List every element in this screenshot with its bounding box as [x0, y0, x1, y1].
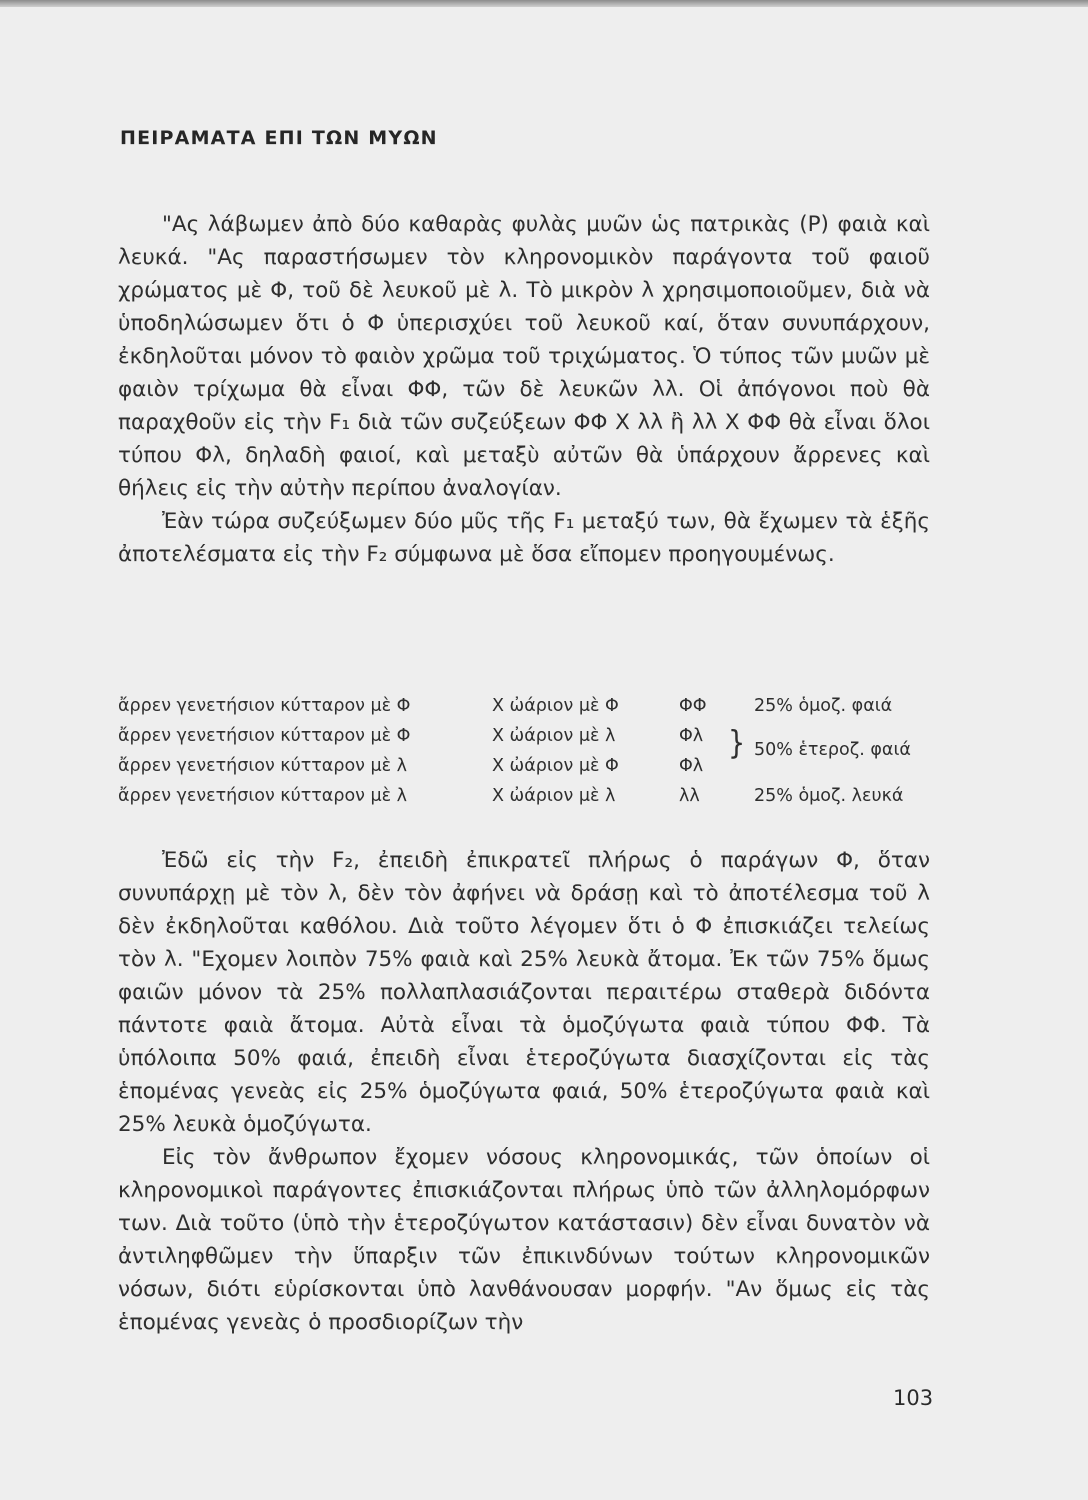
- genotype: λλ: [679, 786, 700, 806]
- genotype: Φλ: [679, 726, 704, 746]
- chapter-heading: ΠΕΙΡΑΜΑΤΑ ΕΠΙ ΤΩΝ ΜΥΩΝ: [120, 127, 438, 149]
- paragraph-pure-strains: "Ας λάβωμεν ἀπὸ δύο καθαρὰς φυλὰς μυῶν ὡς πατρικὰς (P) φαιὰ καὶ λευκά. "Ας παραστήσωμεν τὸν κληρονομικὸν παράγοντα τοῦ φαιοῦ χρώματος μὲ Φ, τοῦ δὲ λευκοῦ μὲ λ. Τὸ μικρὸν λ χρησιμοποιοῦμεν, διὰ νὰ ὑποδηλώσωμεν ὅτι ὁ Φ ὑπερισχύει τοῦ λευκοῦ καί, ὅταν συνυπάρχουν, ἐκδηλοῦται μόνον τὸ φαιὸν χρῶμα τοῦ τριχώματος. Ὁ τύπος τῶν μυῶν μὲ φαιὸν τρίχωμα θὰ εἶναι ΦΦ, τῶν δὲ λευκῶν λλ. Οἱ ἀπόγονοι ποὺ θὰ παραχθοῦν εἰς τὴν F₁ διὰ τῶν συζεύξεων ΦΦ Χ λλ ἢ λλ Χ ΦΦ θὰ εἶναι ὅλοι τύπου Φλ, δηλαδὴ φαιοί, καὶ μεταξὺ αὐτῶν θὰ ὑπάρχουν ἄρρενες καὶ θήλεις εἰς τὴν αὐτὴν περίπου ἀναλογίαν.: [118, 212, 930, 501]
- ovum: Χ ὠάριον μὲ λ: [492, 786, 616, 806]
- result: 25% ὁμοζ. φαιά: [754, 696, 893, 716]
- paragraph-dominance: Ἐδῶ εἰς τὴν F₂, ἐπειδὴ ἐπικρατεῖ πλήρως ὁ παράγων Φ, ὅταν συνυπάρχῃ μὲ τὸν λ, δὲν τὸν ἀφήνει νὰ δράσῃ καὶ τὸ ἀποτέλεσμα τοῦ λ δὲν ἐκδηλοῦται καθόλου. Διὰ τοῦτο λέγομεν ὅτι ὁ Φ ἐπισκιάζει τελείως τὸν λ. "Εχομεν λοιπὸν 75% φαιὰ καὶ 25% λευκὰ ἄτομα. Ἐκ τῶν 75% ὅμως φαιῶν μόνον τὰ 25% πολλαπλασιάζονται περαιτέρω σταθερὰ διδόντα πάντοτε φαιὰ ἄτομα. Αὐτὰ εἶναι τὰ ὁμοζύγωτα φαιὰ τύπου ΦΦ. Τὰ ὑπόλοιπα 50% φαιά, ἐπειδὴ εἶναι ἑτεροζύγωτα διασχίζονται εἰς τὰς ἑπομένας γενεὰς εἰς 25% ὁμοζύγωτα φαιά, 50% ἑτεροζύγωτα φαιὰ καὶ 25% λευκὰ ὁμοζύγωτα.: [118, 848, 930, 1137]
- cross-row: [118, 756, 933, 786]
- genotype: ΦΦ: [679, 696, 707, 716]
- heterozygous-brace: }: [728, 724, 746, 763]
- male-gamete: ἄρρεν γενετήσιον κύτταρον μὲ λ: [118, 786, 407, 806]
- cross-row: [118, 786, 933, 816]
- cross-row: [118, 696, 933, 726]
- ovum: Χ ὠάριον μὲ Φ: [492, 756, 619, 776]
- cross-row: [118, 726, 933, 760]
- page-number: 103: [893, 1386, 934, 1410]
- ovum: Χ ὠάριον μὲ Φ: [492, 696, 619, 716]
- paragraph-f1-cross: Ἐὰν τώρα συζεύξωμεν δύο μῦς τῆς F₁ μεταξύ των, θὰ ἔχωμεν τὰ ἑξῆς ἀποτελέσματα εἰς τὴν F₂ σύμφωνα μὲ ὅσα εἴπομεν προηγουμένως.: [118, 509, 930, 567]
- f2-cross-table: [118, 696, 933, 816]
- result: 50% ἑτεροζ. φαιά: [754, 740, 911, 760]
- male-gamete: ἄρρεν γενετήσιον κύτταρον μὲ Φ: [118, 726, 411, 746]
- male-gamete: ἄρρεν γενετήσιον κύτταρον μὲ Φ: [118, 696, 411, 716]
- intro-section: [118, 208, 930, 571]
- male-gamete: ἄρρεν γενετήσιον κύτταρον μὲ λ: [118, 756, 407, 776]
- result: 25% ὁμοζ. λευκά: [754, 786, 904, 806]
- paragraph-hereditary-diseases: Εἰς τὸν ἄνθρωπον ἔχομεν νόσους κληρονομικάς, τῶν ὁποίων οἱ κληρονομικοὶ παράγοντες ἐπισκιάζονται πλήρως ὑπὸ τῶν ἀλληλομόρφων των. Διὰ τοῦτο (ὑπὸ τὴν ἑτεροζύγωτον κατάστασιν) δὲν εἶναι δυνατὸν νὰ ἀντιληφθῶμεν τὴν ὕπαρξιν τῶν ἐπικινδύνων τούτων κληρονομικῶν νόσων, διότι εὑρίσκονται ὑπὸ λανθάνουσαν μορφήν. "Αν ὅμως εἰς τὰς ἑπομένας γενεὰς ὁ προσδιορίζων τὴν: [118, 1145, 930, 1335]
- explanation-section: [118, 844, 930, 1339]
- genotype: Φλ: [679, 756, 704, 776]
- scan-top-edge: [0, 0, 1088, 7]
- ovum: Χ ὠάριον μὲ λ: [492, 726, 616, 746]
